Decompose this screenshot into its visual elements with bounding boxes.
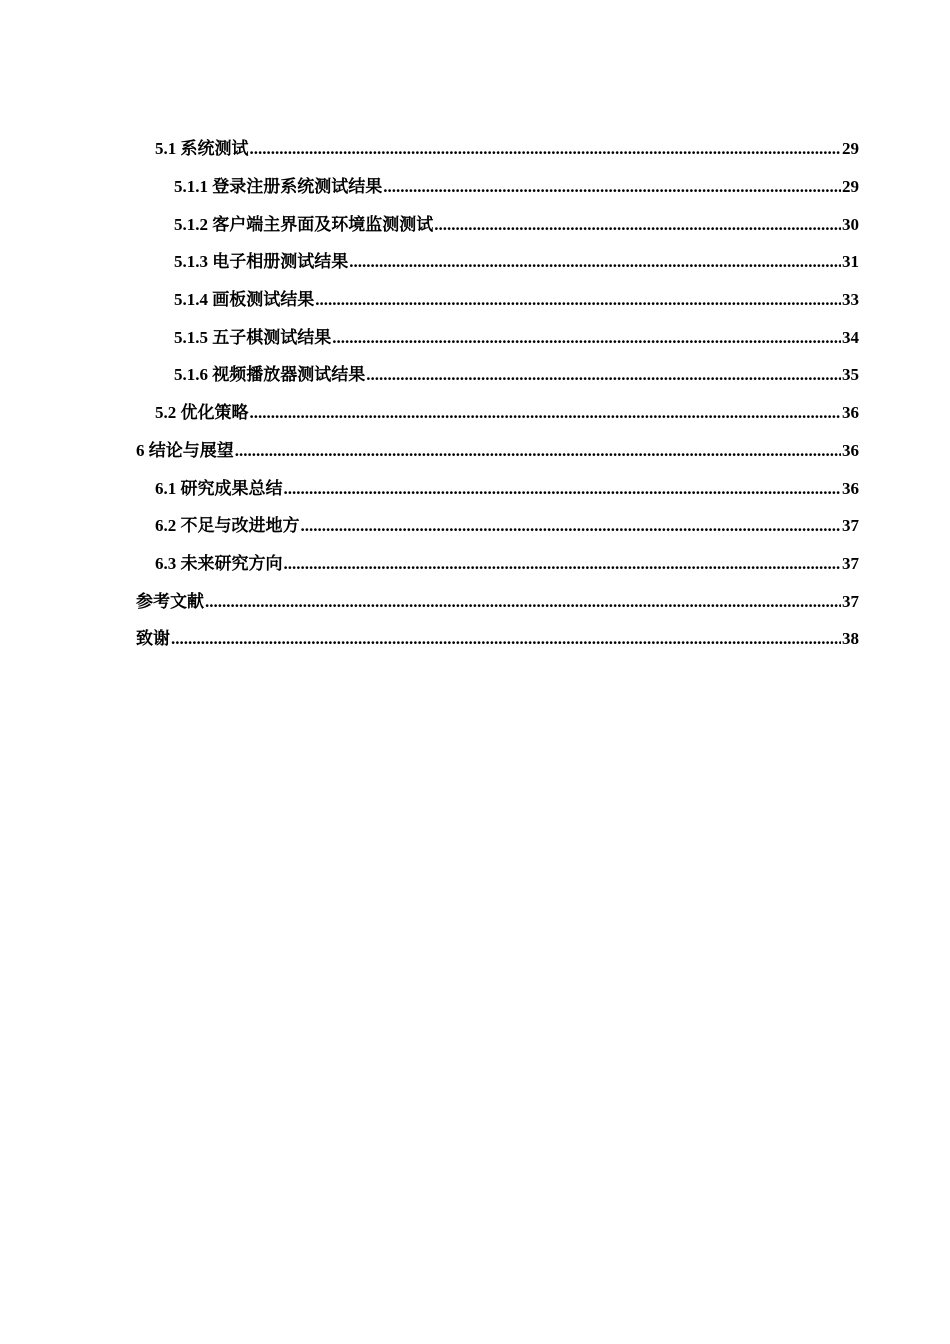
toc-entry[interactable] xyxy=(0,318,950,356)
toc-entry-label: 5.2 优化策略 xyxy=(155,403,249,423)
table-of-contents xyxy=(0,130,950,658)
toc-entry-page: 36 xyxy=(842,478,859,498)
toc-entry-label: 5.1.2 客户端主界面及环境监测测试 xyxy=(174,214,434,234)
toc-entry-label: 参考文献 xyxy=(136,591,204,611)
toc-entry-page: 34 xyxy=(842,327,859,347)
toc-entry[interactable] xyxy=(0,130,950,168)
toc-dot-leader xyxy=(383,178,841,195)
toc-dot-leader xyxy=(284,480,842,497)
toc-entry-label: 6.1 研究成果总结 xyxy=(155,478,283,498)
toc-dot-leader xyxy=(315,291,841,308)
toc-entry[interactable] xyxy=(0,394,950,432)
toc-dot-leader xyxy=(332,329,841,346)
toc-entry[interactable] xyxy=(0,243,950,281)
toc-entry-page: 29 xyxy=(842,177,859,197)
toc-dot-leader xyxy=(301,517,842,534)
toc-entry-label: 6.3 未来研究方向 xyxy=(155,553,283,573)
toc-entry-label: 5.1.4 画板测试结果 xyxy=(174,290,315,310)
toc-entry[interactable] xyxy=(0,205,950,243)
toc-entry[interactable] xyxy=(0,432,950,470)
toc-entry-page: 38 xyxy=(842,629,859,649)
toc-dot-leader xyxy=(250,140,842,157)
toc-entry-page: 33 xyxy=(842,290,859,310)
toc-dot-leader xyxy=(349,253,841,270)
toc-entry[interactable] xyxy=(0,545,950,583)
toc-dot-leader xyxy=(366,366,841,383)
toc-dot-leader xyxy=(434,216,841,233)
toc-entry-page: 37 xyxy=(842,553,859,573)
toc-dot-leader xyxy=(205,593,841,610)
toc-entry[interactable] xyxy=(0,281,950,319)
toc-entry-page: 36 xyxy=(842,440,859,460)
toc-entry[interactable] xyxy=(0,507,950,545)
toc-entry[interactable] xyxy=(0,582,950,620)
toc-entry-page: 35 xyxy=(842,365,859,385)
toc-dot-leader xyxy=(171,630,841,647)
toc-entry-page: 30 xyxy=(842,214,859,234)
toc-dot-leader xyxy=(235,442,841,459)
toc-entry[interactable] xyxy=(0,356,950,394)
toc-entry-label: 致谢 xyxy=(136,629,170,649)
toc-entry[interactable] xyxy=(0,469,950,507)
toc-dot-leader xyxy=(284,555,842,572)
toc-entry-label: 5.1.1 登录注册系统测试结果 xyxy=(174,177,383,197)
toc-entry-page: 31 xyxy=(842,252,859,272)
toc-entry-label: 5.1.5 五子棋测试结果 xyxy=(174,327,332,347)
toc-entry[interactable] xyxy=(0,168,950,206)
toc-entry[interactable] xyxy=(0,620,950,658)
toc-entry-page: 36 xyxy=(842,403,859,423)
toc-entry-page: 37 xyxy=(842,591,859,611)
toc-entry-label: 5.1 系统测试 xyxy=(155,139,249,159)
toc-entry-page: 29 xyxy=(842,139,859,159)
toc-entry-label: 5.1.6 视频播放器测试结果 xyxy=(174,365,366,385)
toc-entry-label: 5.1.3 电子相册测试结果 xyxy=(174,252,349,272)
toc-entry-label: 6.2 不足与改进地方 xyxy=(155,516,300,536)
toc-entry-page: 37 xyxy=(842,516,859,536)
toc-dot-leader xyxy=(250,404,842,421)
toc-entry-label: 6 结论与展望 xyxy=(136,440,234,460)
